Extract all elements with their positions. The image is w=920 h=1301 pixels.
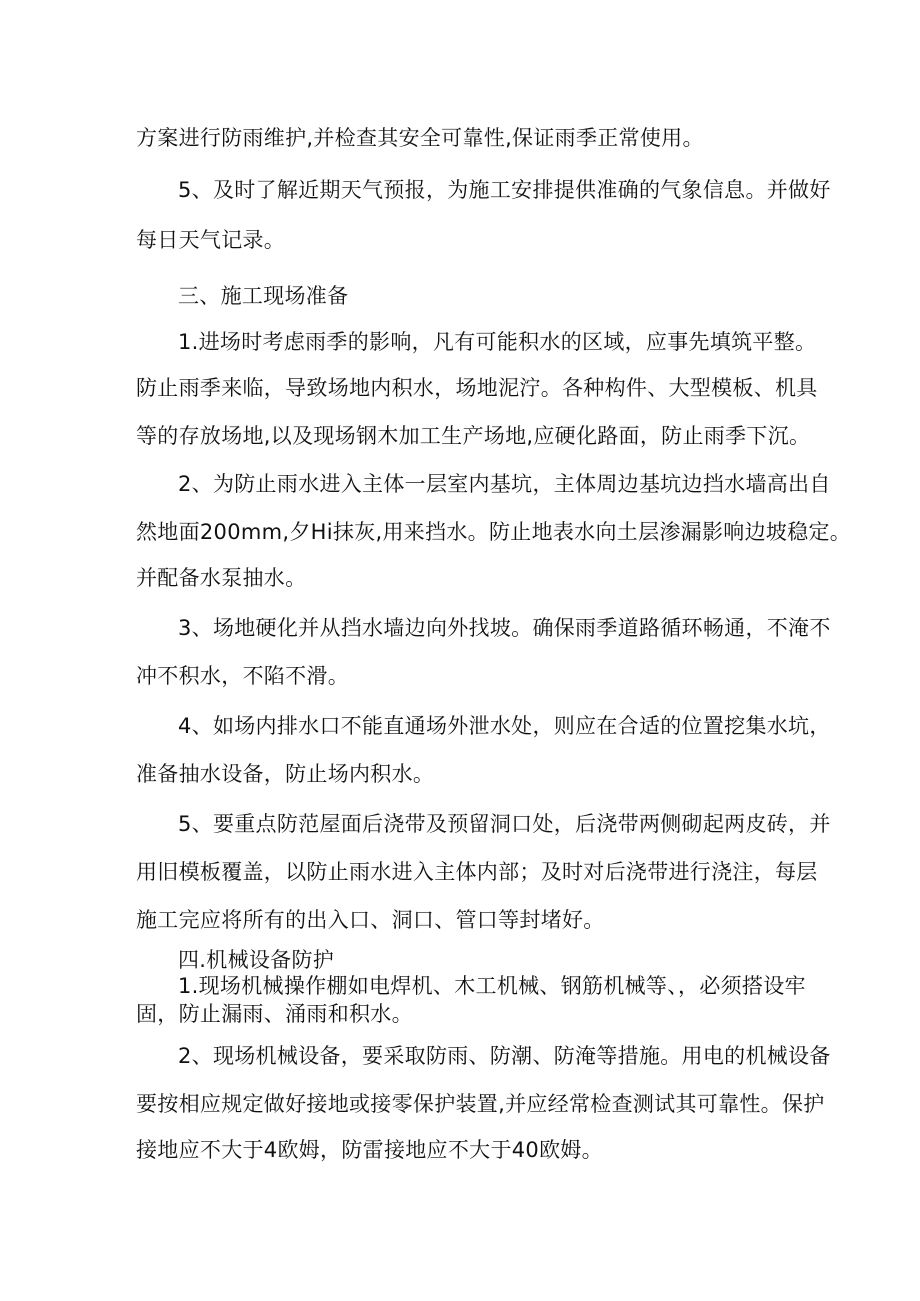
section-heading: 四.机械设备防护 xyxy=(178,948,335,972)
text-line: 并配备水泵抽水。 xyxy=(136,566,307,590)
text-line: 4、如场内排水口不能直通场外泄水处，则应在合适的位置挖集水坑， xyxy=(178,714,831,738)
text-line: 准备抽水设备，防止场内积水。 xyxy=(136,762,435,786)
text-line: 等的存放场地,以及现场钢木加工生产场地,应硬化路面，防止雨季下沉。 xyxy=(136,424,811,448)
text-line: 每日天气记录。 xyxy=(136,228,286,252)
text-line: 2、现场机械设备，要采取防雨、防潮、防淹等措施。用电的机械设备 xyxy=(178,1044,831,1068)
text-line: 方案进行防雨维护,并检查其安全可靠性,保证雨季正常使用。 xyxy=(136,126,704,150)
text-line: 要按相应规定做好接地或接零保护装置,并应经常检查测试其可靠性。保护 xyxy=(136,1092,825,1116)
text-line: 5、及时了解近期天气预报，为施工安排提供准确的气象信息。并做好 xyxy=(178,178,831,202)
text-line: 冲不积水，不陷不滑。 xyxy=(136,664,349,688)
text-line: 1.进场时考虑雨季的影响，凡有可能积水的区域，应事先填筑平整。 xyxy=(178,330,817,354)
text-line: 1.现场机械操作棚如电焊机、木工机械、钢筋机械等、，必须搭设牢 xyxy=(178,974,806,998)
text-line: 固，防止漏雨、涌雨和积水。 xyxy=(136,1002,413,1026)
text-line: 接地应不大于4欧姆，防雷接地应不大于40欧姆。 xyxy=(136,1138,603,1162)
text-line: 然地面200mm,夕Hi抹灰,用来挡水。防止地表水向土层渗漏影响边坡稳定。 xyxy=(136,520,852,544)
text-line: 3、场地硬化并从挡水墙边向外找坡。确保雨季道路循环畅通，不淹不 xyxy=(178,616,831,640)
section-heading: 三、施工现场准备 xyxy=(178,284,349,308)
text-line: 2、为防止雨水进入主体一层室内基坑，主体周边基坑边挡水墙高出自 xyxy=(178,472,831,496)
text-line: 5、要重点防范屋面后浇带及预留洞口处，后浇带两侧砌起两皮砖，并 xyxy=(178,812,831,836)
text-line: 用旧模板覆盖，以防止雨水进入主体内部；及时对后浇带进行浇注，每层 xyxy=(136,860,818,884)
text-line: 施工完应将所有的出入口、洞口、管口等封堵好。 xyxy=(136,908,605,932)
text-line: 防止雨季来临，导致场地内积水，场地泥泞。各种构件、大型模板、机具 xyxy=(136,376,818,400)
